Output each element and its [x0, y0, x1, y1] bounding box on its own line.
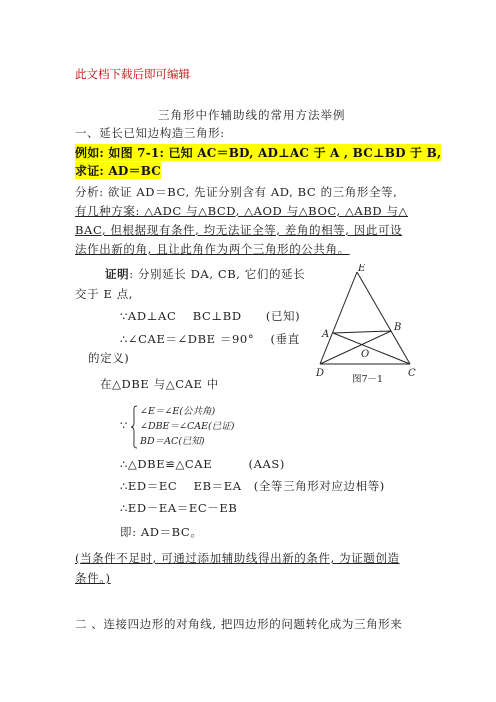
figure-7-1 [302, 264, 422, 389]
section-1-heading: 一、延长已知边构造三角形: [75, 126, 225, 140]
label-B: B [394, 322, 402, 333]
system-line-3: BD＝AC(已知) [140, 436, 205, 447]
system-line-1: ∠E＝∠E(公共角) [140, 406, 216, 417]
proof-line-2: 交于 E 点, [75, 287, 134, 301]
proof-line-7: ∴△DBE≌△CAE (AAS) [120, 457, 285, 471]
line-AB [333, 331, 391, 333]
document-title: 三角形中作辅助线的常用方法举例 [158, 108, 346, 122]
proof-line-3: ∵AD⊥AC BC⊥BD (已知) [120, 309, 301, 323]
because-symbol: ∵ [120, 418, 128, 432]
proof-label: 证明 [105, 267, 130, 281]
analysis-line-2: 有几种方案: △ADC 与△BCD, △AOD 与△BOC, △ABD 与△ [75, 204, 408, 218]
example-line-1: 例如: 如图 7-1: 已知 AC＝BD, AD⊥AC 于 A , BC⊥BD 于 B, [75, 146, 442, 160]
label-O: O [361, 349, 370, 360]
system-brace [130, 405, 138, 449]
note-line-2: 条件。) [75, 571, 111, 585]
figure-caption: 图7－1 [352, 374, 384, 385]
line-BD [320, 331, 391, 364]
line-AC [333, 333, 410, 364]
label-A: A [322, 329, 330, 340]
proof-line-5: 的定义) [88, 351, 130, 365]
label-E: E [358, 264, 366, 274]
proof-line-9: ∴ED－EA＝EC－EB [120, 501, 238, 515]
line-ED [320, 272, 357, 364]
label-C: C [408, 368, 416, 379]
analysis-line-4: 法作出新的角, 且让此角作为两个三角形的公共角。 [75, 242, 350, 256]
note-line-1: (当条件不足时, 可通过添加辅助线得出新的条件, 为证题创造 [75, 551, 400, 565]
system-line-2: ∠DBE＝∠CAE(已证) [140, 421, 235, 432]
example-line-2: 求证: AD＝BC [75, 164, 162, 178]
section-2-heading: 二 、连接四边形的对角线, 把四边形的问题转化成为三角形来 [75, 617, 403, 631]
proof-line-4: ∴∠CAE＝∠DBE ＝90° (垂直 [120, 332, 300, 346]
proof-line-10: 即: AD＝BC。 [120, 525, 203, 539]
analysis-line-1: 分析: 欲证 AD＝BC, 先证分别含有 AD, BC 的三角形全等, [75, 185, 398, 199]
download-note: 此文档下载后即可编辑 [75, 67, 190, 81]
analysis-line-3: BAC, 但根据现有条件, 均无法证全等, 差角的相等, 因此可设 [75, 223, 403, 237]
proof-line-1 [105, 266, 305, 282]
label-D: D [316, 368, 325, 379]
proof-line-6: 在△DBE 与△CAE 中 [100, 377, 219, 391]
proof-line-1-text: : 分别延长 DA, CB, 它们的延长 [129, 267, 306, 281]
proof-line-8: ∴ED＝EC EB＝EA (全等三角形对应边相等) [120, 479, 385, 493]
